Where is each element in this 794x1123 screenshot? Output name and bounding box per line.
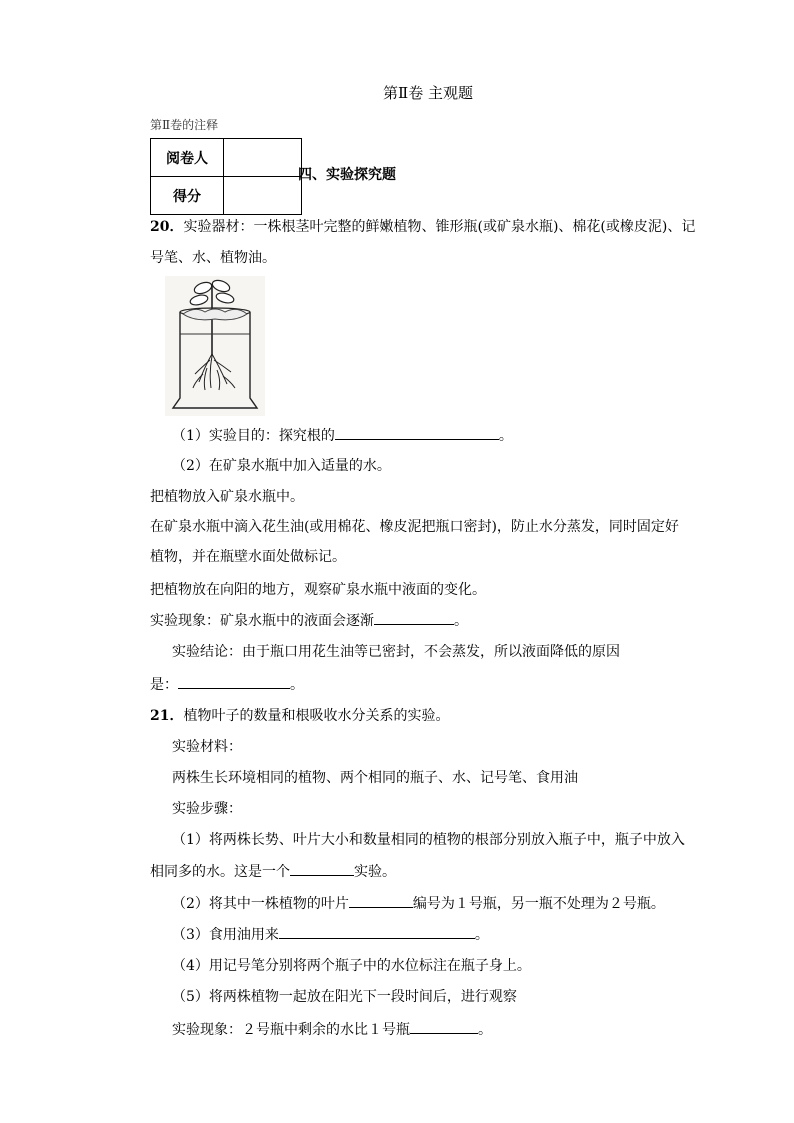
score-label: 得分 <box>151 177 224 215</box>
q21-phenomenon-period: 。 <box>478 1022 492 1038</box>
q21-phenomenon <box>172 1019 492 1040</box>
q21-phenomenon-text: 实验现象：２号瓶中剩余的水比１号瓶 <box>172 1022 410 1038</box>
q20-item1-period: 。 <box>498 428 513 444</box>
q20-blank-phenomenon[interactable] <box>374 610 454 625</box>
q21-step4: （4）用记号笔分别将两个瓶子中的水位标注在瓶子身上。 <box>172 958 531 974</box>
q21-blank-leaf-treatment[interactable] <box>349 893 413 908</box>
q20-materials-line2: 号笔、水、植物油。 <box>150 250 276 266</box>
q21-number: 21． <box>150 708 184 724</box>
q21-materials: 两株生长环境相同的植物、两个相同的瓶子、水、记号笔、食用油 <box>172 770 578 786</box>
q20-phenomenon-text: 实验现象：矿泉水瓶中的液面会逐渐 <box>150 613 374 629</box>
q20-blank-conclusion[interactable] <box>178 674 290 689</box>
q21-step5: （5）将两株植物一起放在阳光下一段时间后，进行观察 <box>172 989 517 1005</box>
cotton-plug <box>183 309 247 320</box>
q21-title <box>150 706 449 726</box>
q20-item2: （2）在矿泉水瓶中加入适量的水。 <box>172 458 391 474</box>
score-cell[interactable] <box>224 177 302 215</box>
score-table <box>150 138 302 215</box>
q20-conclusion: 实验结论：由于瓶口用花生油等已密封，不会蒸发，所以液面降低的原因 <box>172 644 620 660</box>
q21-step2-suffix: 编号为１号瓶，另一瓶不处理为２号瓶。 <box>412 896 665 912</box>
q21-materials-label: 实验材料： <box>172 739 242 755</box>
part-heading: 四、实验探究题 <box>298 167 396 183</box>
reviewer-cell[interactable] <box>224 139 302 177</box>
q20-item1 <box>172 425 513 446</box>
q21-title-text: 植物叶子的数量和根吸收水分关系的实验。 <box>183 708 450 724</box>
q20-step-c: 把植物放在向阳的地方，观察矿泉水瓶中液面的变化。 <box>150 582 486 598</box>
q21-step3 <box>172 924 489 945</box>
q20-phenomenon-period: 。 <box>454 613 468 629</box>
q21-step3-period: 。 <box>474 927 489 943</box>
q20-step-a: 把植物放入矿泉水瓶中。 <box>150 489 304 505</box>
q20-phenomenon <box>150 610 468 631</box>
section-title: 第Ⅱ卷 主观题 <box>383 84 473 102</box>
q20-conclusion-line2 <box>150 674 304 695</box>
q20-materials-line1: 实验器材：一株根茎叶完整的鲜嫩植物、锥形瓶(或矿泉水瓶)、棉花(或橡皮泥)、记 <box>183 219 696 235</box>
q21-blank-oil-purpose[interactable] <box>279 924 475 939</box>
q21-steps-label: 实验步骤： <box>172 801 242 817</box>
q20-number: 20． <box>150 219 184 235</box>
q21-step2 <box>172 893 665 914</box>
q21-step2-text: （2）将其中一株植物的叶片 <box>172 896 349 912</box>
q20-conclusion2-text: 是： <box>150 677 178 693</box>
q21-step1-line2 <box>150 861 396 882</box>
q20-blank-root-function[interactable] <box>335 425 499 440</box>
q21-step1-text: 相同多的水。这是一个 <box>150 864 290 880</box>
q20-step-b2: 植物，并在瓶壁水面处做标记。 <box>150 549 346 565</box>
q21-blank-experiment-type[interactable] <box>290 861 354 876</box>
q21-blank-water-compare[interactable] <box>410 1019 478 1034</box>
q20-step-b1: 在矿泉水瓶中滴入花生油(或用棉花、橡皮泥把瓶口密封)，防止水分蒸发，同时固定好 <box>150 519 679 535</box>
q20-conclusion2-period: 。 <box>290 677 304 693</box>
reviewer-label: 阅卷人 <box>151 139 224 177</box>
q21-step1-line1: （1）将两株长势、叶片大小和数量相同的植物的根部分别放入瓶子中，瓶子中放入 <box>172 832 685 848</box>
q20-materials <box>150 217 695 237</box>
section-note: 第Ⅱ卷的注释 <box>150 118 219 132</box>
q21-step3-text: （3）食用油用来 <box>172 927 279 943</box>
q21-step1-suffix: 实验。 <box>354 864 396 880</box>
q20-item1-text: （1）实验目的：探究根的 <box>172 428 335 444</box>
plant-bottle-illustration <box>165 276 265 416</box>
